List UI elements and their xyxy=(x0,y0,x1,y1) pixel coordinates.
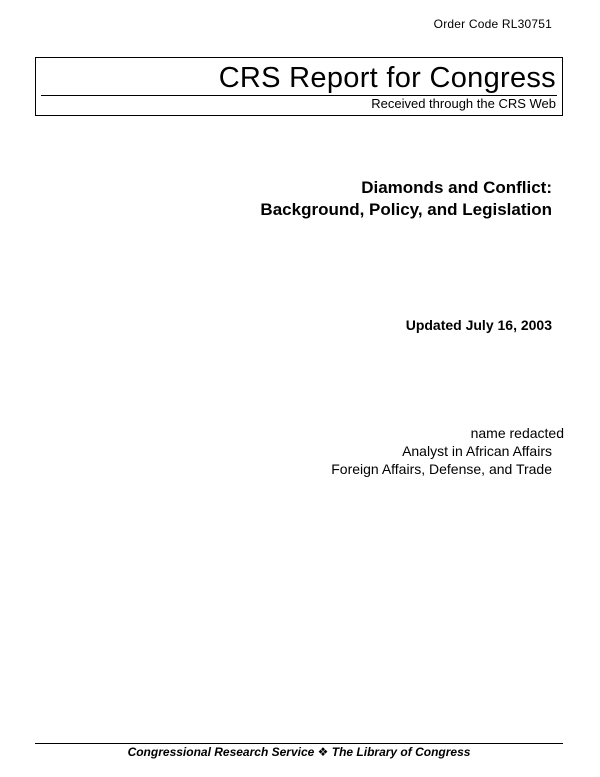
header-title: CRS Report for Congress xyxy=(218,62,556,94)
author-name: name redacted xyxy=(470,425,564,441)
report-date: Updated July 16, 2003 xyxy=(405,317,552,333)
header-subtitle: Received through the CRS Web xyxy=(371,96,556,111)
report-title xyxy=(260,177,552,221)
order-code: Order Code RL30751 xyxy=(433,17,552,31)
author-block xyxy=(331,424,564,478)
report-title-line-2: Background, Policy, and Legislation xyxy=(260,200,552,219)
report-header-box xyxy=(35,57,563,116)
footer-text: Congressional Research Service ❖ The Library of Congress xyxy=(127,745,471,759)
author-position: Analyst in African Affairs xyxy=(402,443,552,459)
author-division: Foreign Affairs, Defense, and Trade xyxy=(331,461,552,477)
report-title-line-1: Diamonds and Conflict: xyxy=(361,178,552,197)
footer-divider xyxy=(35,743,563,744)
